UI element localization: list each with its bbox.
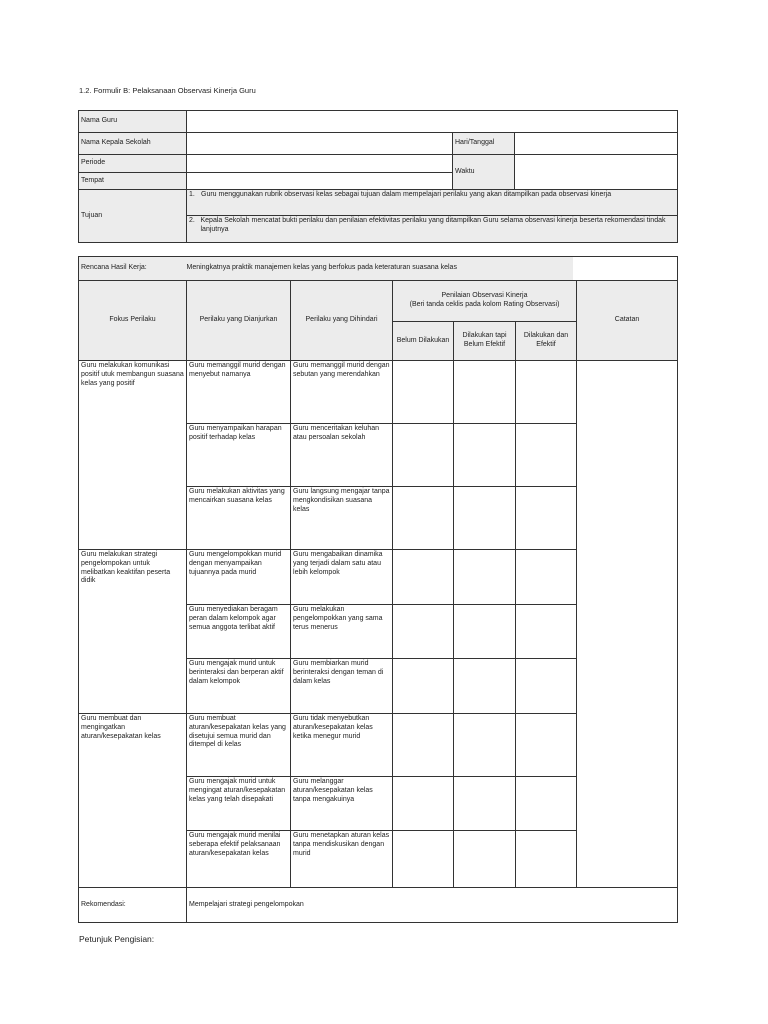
- dihindari-cell: Guru menetapkan aturan kelas tanpa mendiskusikan dengan murid: [291, 831, 393, 888]
- header-fokus: Fokus Perilaku: [79, 281, 187, 361]
- dianjurkan-cell: Guru mengajak murid untuk mengingat aturan/kesepakatan kelas yang telah disepakati: [187, 777, 291, 831]
- dianjurkan-cell: Guru menyediakan beragam peran dalam kelompok agar semua anggota terlibat aktif: [187, 605, 291, 659]
- dihindari-cell: Guru melanggar aturan/kesepakatan kelas tanpa mengakuinya: [291, 777, 393, 831]
- rating-belum-cell[interactable]: [393, 605, 454, 659]
- dianjurkan-cell: Guru menyampaikan harapan positif terhadap kelas: [187, 424, 291, 487]
- rating-belum-cell[interactable]: [393, 487, 454, 550]
- rating-belum-efektif-cell[interactable]: [454, 831, 516, 888]
- rating-efektif-cell[interactable]: [516, 550, 577, 605]
- dianjurkan-cell: Guru mengajak murid untuk berinteraksi dan berperan aktif dalam kelompok: [187, 659, 291, 714]
- dihindari-cell: Guru langsung mengajar tanpa mengkondisikan suasana kelas: [291, 487, 393, 550]
- fokus-cell: Guru membuat dan mengingatkan aturan/kesepakatan kelas: [79, 714, 187, 888]
- rating-belum-cell[interactable]: [393, 550, 454, 605]
- rating-belum-efektif-cell[interactable]: [454, 361, 516, 424]
- document-title: 1.2. Formulir B: Pelaksanaan Observasi Kinerja Guru: [79, 86, 256, 95]
- rating-belum-efektif-cell[interactable]: [454, 550, 516, 605]
- rating-efektif-cell[interactable]: [516, 714, 577, 777]
- rating-belum-efektif-cell[interactable]: [454, 714, 516, 777]
- rencana-value: Meningkatnya praktik manajemen kelas yang berfokus pada keteraturan suasana kelas: [187, 257, 574, 281]
- rating-belum-efektif-cell[interactable]: [454, 605, 516, 659]
- rating-belum-efektif-cell[interactable]: [454, 424, 516, 487]
- dianjurkan-cell: Guru mengelompokkan murid dengan menyampaikan tujuannya pada murid: [187, 550, 291, 605]
- periode-label: Periode: [79, 155, 187, 173]
- hari-tanggal-label: Hari/Tanggal: [453, 133, 515, 155]
- dihindari-cell: Guru melakukan pengelompokkan yang sama terus menerus: [291, 605, 393, 659]
- header-dihindari: Perilaku yang Dihindari: [291, 281, 393, 361]
- rekomendasi-value[interactable]: Mempelajari strategi pengelompokan: [187, 888, 678, 923]
- dihindari-cell: Guru mengabaikan dinamika yang terjadi dalam satu atau lebih kelompok: [291, 550, 393, 605]
- tujuan-item: [187, 216, 678, 243]
- rating-efektif-cell[interactable]: [516, 659, 577, 714]
- tujuan-item-text: Guru menggunakan rubrik observasi kelas sebagai tujuan dalam mempelajari perilaku yang akan ditampilkan pada observasi kinerja: [201, 191, 612, 198]
- tujuan-item: [187, 190, 678, 216]
- tempat-field[interactable]: [187, 173, 453, 190]
- dianjurkan-cell: Guru memanggil murid dengan menyebut namanya: [187, 361, 291, 424]
- penilaian-title: Penilaian Observasi Kinerja: [441, 292, 528, 300]
- catatan-cell[interactable]: [577, 361, 678, 888]
- fokus-cell: Guru melakukan strategi pengelompokan untuk melibatkan keaktifan peserta didik: [79, 550, 187, 714]
- nama-kepala-field[interactable]: [187, 133, 453, 155]
- dihindari-cell: Guru menceritakan keluhan atau persoalan sekolah: [291, 424, 393, 487]
- tujuan-label: Tujuan: [79, 190, 187, 243]
- header-penilaian: [393, 281, 577, 322]
- waktu-field[interactable]: [515, 155, 678, 190]
- rating-efektif-cell[interactable]: [516, 487, 577, 550]
- header-catatan: Catatan: [577, 281, 678, 361]
- tujuan-item-number: 2.: [189, 217, 195, 224]
- rating-efektif-cell[interactable]: [516, 605, 577, 659]
- rating-belum-cell[interactable]: [393, 777, 454, 831]
- tempat-label: Tempat: [79, 173, 187, 190]
- hari-tanggal-field[interactable]: [515, 133, 678, 155]
- rekomendasi-label: Rekomendasi:: [79, 888, 187, 923]
- petunjuk-heading: Petunjuk Pengisian:: [79, 934, 155, 944]
- rating-efektif-cell[interactable]: [516, 361, 577, 424]
- dihindari-cell: Guru membiarkan murid berinteraksi dengan teman di dalam kelas: [291, 659, 393, 714]
- observation-table: [78, 256, 678, 923]
- rating-efektif-cell[interactable]: [516, 777, 577, 831]
- header-dilakukan-belum-efektif: Dilakukan tapi Belum Efektif: [454, 322, 516, 361]
- dianjurkan-cell: Guru membuat aturan/kesepakatan kelas yang disetujui semua murid dan ditempel di kelas: [187, 714, 291, 777]
- dianjurkan-cell: Guru mengajak murid menilai seberapa efektif pelaksanaan aturan/kesepakatan kelas: [187, 831, 291, 888]
- waktu-label: Waktu: [453, 155, 515, 190]
- rating-efektif-cell[interactable]: [516, 424, 577, 487]
- nama-guru-field[interactable]: [187, 111, 678, 133]
- header-dilakukan-efektif: Dilakukan dan Efektif: [516, 322, 577, 361]
- header-belum: Belum Dilakukan: [393, 322, 454, 361]
- fokus-cell: Guru melakukan komunikasi positif utuk membangun suasana kelas yang positif: [79, 361, 187, 550]
- rating-efektif-cell[interactable]: [516, 831, 577, 888]
- header-dianjurkan: Perilaku yang Dianjurkan: [187, 281, 291, 361]
- nama-kepala-label: Nama Kepala Sekolah: [79, 133, 187, 155]
- rating-belum-efektif-cell[interactable]: [454, 777, 516, 831]
- rencana-label: Rencana Hasil Kerja:: [79, 257, 291, 281]
- dihindari-cell: Guru tidak menyebutkan aturan/kesepakatan kelas ketika menegur murid: [291, 714, 393, 777]
- rating-belum-cell[interactable]: [393, 424, 454, 487]
- rating-belum-cell[interactable]: [393, 361, 454, 424]
- penilaian-subtitle: (Beri tanda ceklis pada kolom Rating Observasi): [409, 301, 560, 308]
- dianjurkan-cell: Guru melakukan aktivitas yang mencairkan suasana kelas: [187, 487, 291, 550]
- rating-belum-cell[interactable]: [393, 659, 454, 714]
- periode-field[interactable]: [187, 155, 453, 173]
- dihindari-cell: Guru memanggil murid dengan sebutan yang merendahkan: [291, 361, 393, 424]
- rating-belum-cell[interactable]: [393, 831, 454, 888]
- rating-belum-efektif-cell[interactable]: [454, 659, 516, 714]
- info-table: [78, 110, 678, 243]
- tujuan-item-text: Kepala Sekolah mencatat bukti perilaku dan penilaian efektivitas perilaku yang ditampilkan Guru selama observasi kinerja beserta rekomendasi tindak lanjutnya: [200, 217, 666, 233]
- rating-belum-cell[interactable]: [393, 714, 454, 777]
- nama-guru-label: Nama Guru: [79, 111, 187, 133]
- tujuan-item-number: 1.: [189, 191, 195, 198]
- rating-belum-efektif-cell[interactable]: [454, 487, 516, 550]
